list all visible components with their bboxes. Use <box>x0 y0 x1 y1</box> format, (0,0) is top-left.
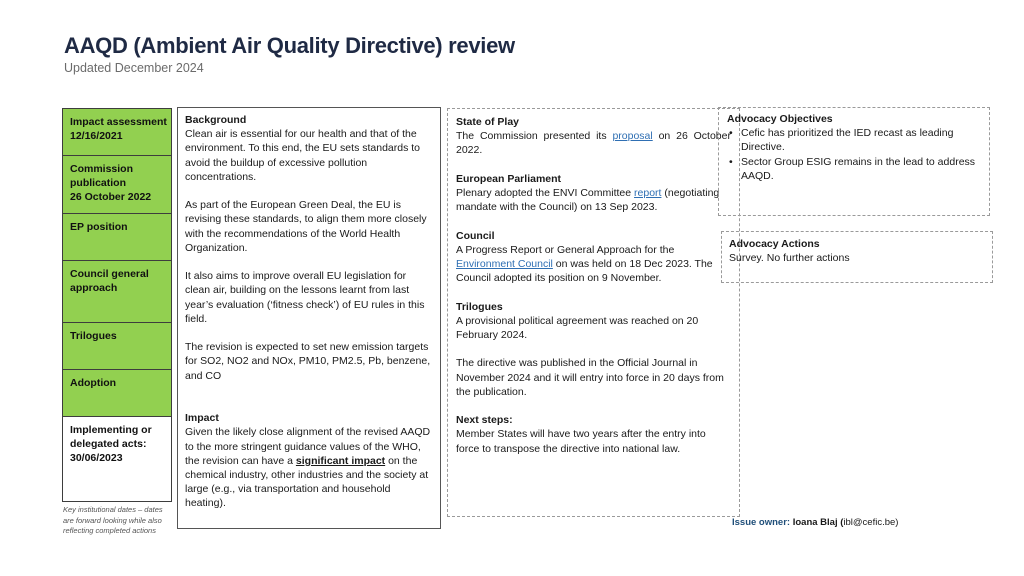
background-paragraph: The revision is expected to set new emission targets for SO2, NO2 and NOx, PM10, PM2.5, Pb, benzene, and CO <box>185 341 431 382</box>
background-paragraph: Clean air is essential for our health and that of the environment. To this end, the EU sets standards to avoid the buildup of excessive pollution concentrations. <box>185 128 421 183</box>
ep-text: Plenary adopted the ENVI Committee report (negotiating mandate with the Council) on 13 Sep 2023. <box>456 187 720 214</box>
advocacy-actions-panel <box>721 231 993 283</box>
list-item: • Cefic has prioritized the IED recast as leading Directive. <box>727 126 981 154</box>
list-item: • Sector Group ESIG remains in the lead to address AAQD. <box>727 155 981 183</box>
significant-impact-emphasis: significant impact <box>295 454 386 467</box>
page-title: AAQD (Ambient Air Quality Directive) review <box>64 33 515 58</box>
timeline-stage-impact-assessment: Impact assessment 12/16/2021 <box>63 109 171 156</box>
next-steps-text: Member States will have two years after the entry into force to transpose the directive into national law. <box>456 428 706 455</box>
advocacy-objectives-list <box>727 126 981 183</box>
timeline-stage-commission-publication: Commission publication 26 October 2022 <box>63 156 171 214</box>
background-paragraph: It also aims to improve overall EU legislation for clean air, building on the lessons learnt from last year’s evaluation (‘fitness check’) of EU rules in this field. <box>185 270 425 325</box>
environment-council-link[interactable]: Environment Council <box>456 258 553 270</box>
proposal-link[interactable]: proposal <box>612 130 653 143</box>
page-subtitle: Updated December 2024 <box>64 61 204 75</box>
background-panel <box>177 107 441 529</box>
ep-heading: European Parliament <box>456 172 562 185</box>
advocacy-actions-text: Survey. No further actions <box>729 252 850 265</box>
advocacy-objectives-heading: Advocacy Objectives <box>727 113 833 125</box>
timeline-stage-implementing-acts: Implementing or delegated acts: 30/06/2023 <box>63 417 171 501</box>
commission-proposal-text: The Commission presented its proposal on 26 October 2022. <box>456 130 731 157</box>
timeline-stage-trilogues: Trilogues <box>63 323 171 370</box>
background-paragraph: As part of the European Green Deal, the EU is revising these standards, to align them more closely with the recommendations of the World Health Organization. <box>185 199 427 254</box>
report-link[interactable]: report <box>634 187 662 199</box>
state-of-play-panel <box>447 108 740 517</box>
impact-heading: Impact <box>185 412 219 425</box>
issue-owner: Issue owner: Ioana Blaj (ibl@cefic.be) <box>732 517 899 528</box>
timeline-stage-council-general-approach: Council general approach <box>63 261 171 323</box>
timeline-note: Key institutional dates – dates are forward looking while also reflecting completed actions <box>63 505 163 535</box>
council-heading: Council <box>456 229 495 242</box>
trilogues-heading: Trilogues <box>456 300 503 313</box>
issue-owner-label: Issue owner: <box>732 517 791 528</box>
council-text: A Progress Report or General Approach for the Environment Council on was held on 18 Dec 2023. The Council adopted its position on 9 November. <box>456 243 713 285</box>
advocacy-objectives-panel <box>718 107 990 216</box>
advocacy-actions-heading: Advocacy Actions <box>729 238 820 250</box>
timeline-stage-adoption: Adoption <box>63 370 171 417</box>
issue-owner-name: Ioana Blaj <box>792 517 838 528</box>
issue-owner-email[interactable]: ibl@cefic.be <box>843 517 896 528</box>
timeline <box>62 108 172 502</box>
next-steps-heading: Next steps: <box>456 414 513 427</box>
timeline-stage-ep-position: EP position <box>63 214 171 261</box>
background-heading: Background <box>185 114 247 126</box>
official-journal-text: The directive was published in the Official Journal in November 2024 and it will entry into force in 20 days from the publication. <box>456 357 724 398</box>
state-of-play-heading: State of Play <box>456 116 520 128</box>
trilogues-text: A provisional political agreement was reached on 20 February 2024. <box>456 314 699 341</box>
impact-paragraph: Given the likely close alignment of the revised AAQD to the more stringent guidance values of the WHO, the revision can have a significant impact on the chemical industry, other industries and the society at large (e.g., via transportation and household heating). <box>185 426 431 510</box>
